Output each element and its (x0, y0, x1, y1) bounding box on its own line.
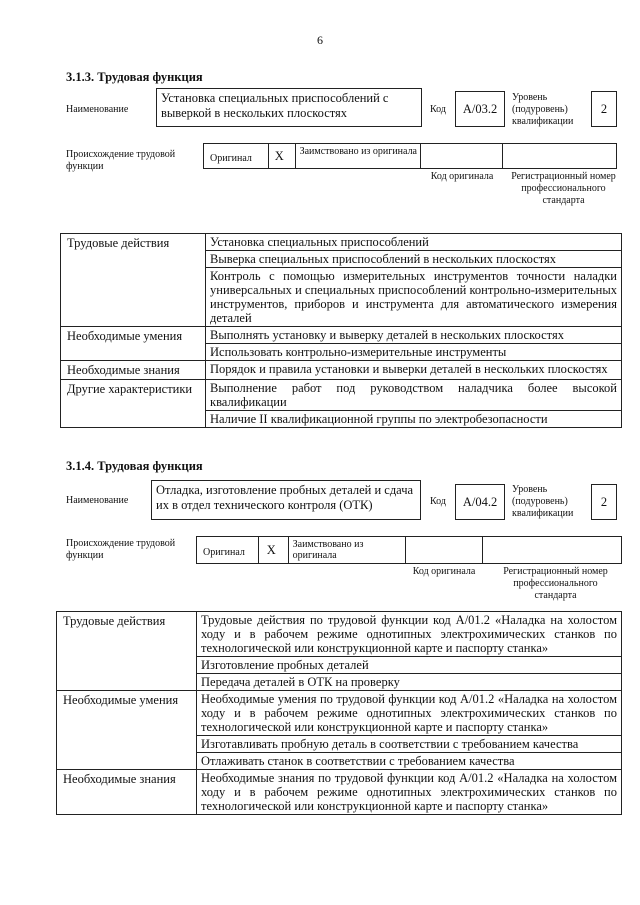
category-cell: Необходимые знания (61, 361, 206, 380)
code-original-cell (406, 537, 483, 563)
code-label: Код (430, 104, 446, 115)
table-cell: Наличие II квалификационной группы по электробезопасности (206, 411, 622, 428)
section-heading: 3.1.3. Трудовая функция (66, 70, 203, 84)
origin-row (196, 536, 622, 564)
table-cell: Изготовление пробных деталей (197, 657, 622, 674)
name-label: Наименование (66, 495, 129, 506)
table-cell: Изготавливать пробную деталь в соответствии с требованием качества (197, 736, 622, 753)
original-mark: X (269, 144, 296, 168)
origin-label: Происхождение трудовой функции (66, 538, 176, 561)
table-cell: Выполнение работ под руководством наладчика более высокой квалификации (206, 380, 622, 411)
table-cell: Выверка специальных приспособлений в нескольких плоскостях (206, 251, 622, 268)
qualification-level-box: 2 (591, 91, 617, 127)
reg-number-caption: Регистрационный номер профессионального стандарта (511, 171, 616, 206)
origin-row (203, 143, 617, 169)
table-cell: Выполнять установку и выверку деталей в нескольких плоскостях (206, 327, 622, 344)
table-cell: Отлаживать станок в соответствии с требованием качества (197, 753, 622, 770)
table-row (61, 234, 622, 251)
code-label: Код (430, 496, 446, 507)
original-label: Оригинал (197, 537, 259, 563)
original-mark: X (259, 537, 289, 563)
qualification-level-box: 2 (591, 484, 617, 520)
function-name-box: Установка специальных приспособлений с выверкой в нескольких плоскостях (156, 88, 422, 127)
function-table (60, 233, 622, 428)
table-row (57, 770, 622, 815)
table-cell: Использовать контрольно-измерительные инструменты (206, 344, 622, 361)
category-cell: Трудовые действия (61, 234, 206, 327)
name-label: Наименование (66, 104, 129, 115)
table-cell: Передача деталей в ОТК на проверку (197, 674, 622, 691)
qualification-level-label: Уровень (подуровень) квалификации (512, 484, 574, 519)
function-code-box: А/04.2 (455, 484, 505, 520)
origin-label: Происхождение трудовой функции (66, 149, 176, 172)
code-original-caption: Код оригинала (430, 171, 494, 182)
table-row (61, 327, 622, 344)
table-cell: Контроль с помощью измерительных инструментов точности наладки универсальных и специальных приспособлений контрольно-измерительных инструментов, приборов и инструмента для автоматического измерения деталей (206, 268, 622, 327)
function-code-box: А/03.2 (455, 91, 505, 127)
table-row (57, 612, 622, 657)
code-original-caption: Код оригинала (412, 566, 476, 577)
category-cell: Трудовые действия (57, 612, 197, 691)
borrowed-label: Заимствовано из оригинала (296, 144, 421, 168)
qualification-level-label: Уровень (подуровень) квалификации (512, 92, 574, 127)
table-row (61, 380, 622, 411)
table-row (61, 361, 622, 380)
category-cell: Необходимые знания (57, 770, 197, 815)
function-table (56, 611, 622, 815)
reg-number-cell (483, 537, 621, 563)
category-cell: Другие характеристики (61, 380, 206, 428)
table-row (57, 691, 622, 736)
table-cell: Порядок и правила установки и выверки деталей в нескольких плоскостях (206, 361, 622, 380)
original-label: Оригинал (204, 144, 269, 168)
table-cell: Необходимые умения по трудовой функции код А/01.2 «Наладка на холостом ходу и в рабочем режиме однотипных электрохимических станков по технологической или конструкционной карте и паспорту станка» (197, 691, 622, 736)
code-original-cell (421, 144, 503, 168)
table-cell: Установка специальных приспособлений (206, 234, 622, 251)
function-name-box: Отладка, изготовление пробных деталей и сдача их в отдел технического контроля (ОТК) (151, 480, 421, 520)
section-heading: 3.1.4. Трудовая функция (66, 459, 203, 473)
reg-number-cell (503, 144, 616, 168)
category-cell: Необходимые умения (57, 691, 197, 770)
table-cell: Необходимые знания по трудовой функции код А/01.2 «Наладка на холостом ходу и в рабочем режиме однотипных электрохимических станков по технологической или конструкционной карте и паспорту станка» (197, 770, 622, 815)
reg-number-caption: Регистрационный номер профессионального стандарта (503, 566, 608, 601)
category-cell: Необходимые умения (61, 327, 206, 361)
page-number: 6 (317, 33, 323, 47)
borrowed-label: Заимствовано из оригинала (289, 537, 406, 563)
table-cell: Трудовые действия по трудовой функции код А/01.2 «Наладка на холостом ходу и в рабочем режиме однотипных электрохимических станков по технологической или конструкционной карте и паспорту станка» (197, 612, 622, 657)
